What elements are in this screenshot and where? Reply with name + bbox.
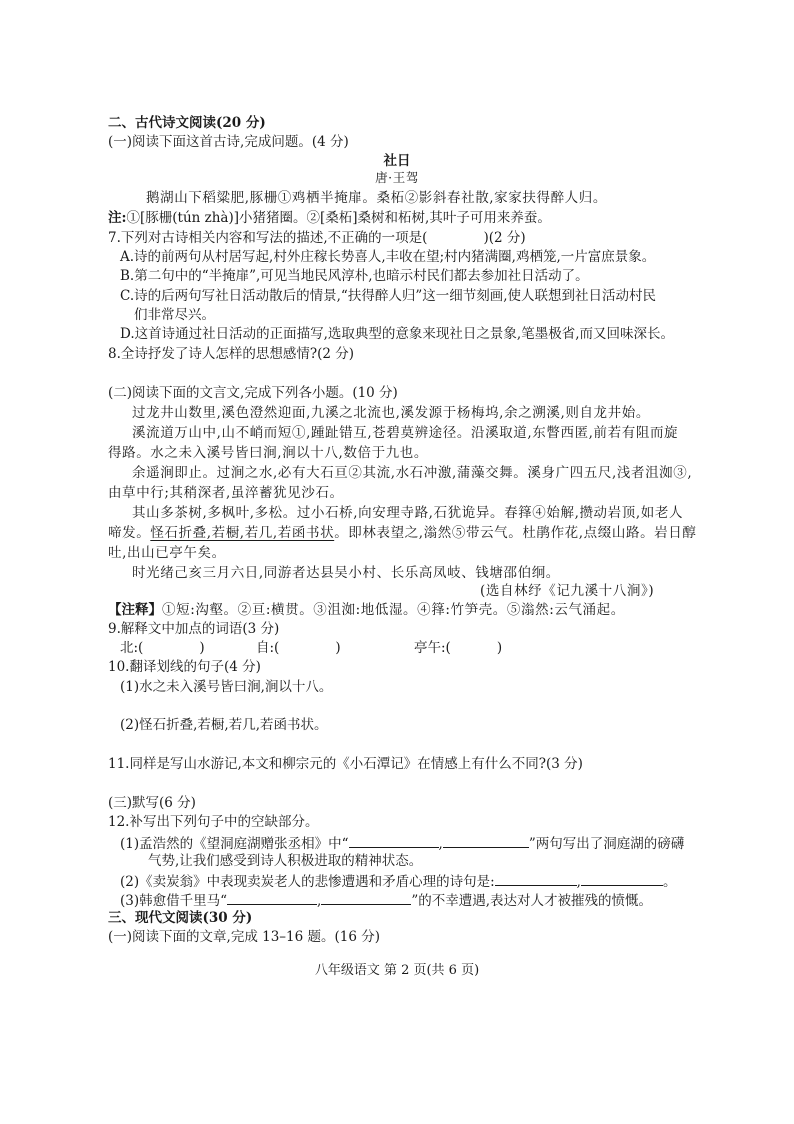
passage-line-1: 过龙井山数里,溪色澄然迎面,九溪之北流也,溪发源于杨梅坞,余之溯溪,则自龙井始。 (132, 405, 650, 421)
q10-sentence-2: (2)怪石折叠,若橱,若几,若函书状。 (120, 717, 328, 733)
passage-line-7 (108, 524, 696, 542)
page-footer: 八年级语文 第 2 页(共 6 页) (314, 963, 480, 978)
q11: 11.同样是写山水游记,本文和柳宗元的《小石潭记》在情感上有什么不同?(3 分) (108, 756, 583, 772)
passage-line-7-a: 啼发。 (108, 525, 151, 541)
fill-blank[interactable] (321, 890, 411, 905)
note-label: 注: (108, 210, 127, 226)
underlined-sentence: 怪石折叠,若橱,若几,若函书状 (150, 525, 335, 541)
fill-blank[interactable] (495, 871, 577, 886)
q10-stem: 10.翻译划线的句子(4 分) (108, 659, 261, 675)
q7-option-d: D.这首诗通过社日活动的正面描写,选取典型的意象来现社日之景象,笔墨极省,而又回味深长。 (120, 326, 675, 342)
passage-line-7-b: 。即林表望之,滃然⑤带云气。杜鹃作花,点缀山路。岩日醇 (334, 525, 697, 541)
passage-line-3: 得路。水之未入溪号皆曰涧,涧以十八,数倍于九也。 (108, 445, 428, 461)
q7-option-b: B.第二句中的“半掩扉”,可见当地民风淳朴,也暗示村民们都去参加社日活动了。 (120, 268, 589, 284)
poem-note (108, 209, 551, 227)
section3-part1-instruction: (一)阅读下面的文章,完成 13–16 题。(16 分) (108, 929, 381, 945)
poem-title: 社日 (383, 153, 411, 169)
part2-instruction: (二)阅读下面的文言文,完成下列各小题。(10 分) (108, 385, 398, 401)
q12-item-2: (2)《卖炭翁》中表现卖炭老人的悲惨遭遇和矛盾心理的诗句是: , 。 (120, 871, 676, 891)
q7-option-a: A.诗的前两句从村居写起,村外庄稼长势喜人,丰收在望;村内猪满圈,鸡栖笼,一片富庶景象。 (120, 249, 656, 265)
gloss (108, 601, 625, 619)
section2-heading: 二、古代诗文阅读(20 分) (108, 115, 266, 131)
passage-line-6: 其山多茶树,多枫叶,多松。过小石桥,向安理寺路,石犹诡异。春箨④始解,攒动岩顶,如老人 (132, 505, 684, 521)
q8: 8.全诗抒发了诗人怎样的思想感情?(2 分) (108, 346, 355, 362)
q7-option-c: C.诗的后两句写社日活动散后的情景,“扶得醉人归”这一细节刻画,使人联想到社日活动村民 (120, 288, 657, 304)
q9-item-2[interactable]: 自:( ) (256, 640, 341, 656)
q12-stem: 12.补写出下列句子中的空缺部分。 (108, 814, 319, 830)
q12-item-3: (3)韩愈借千里马“ , ”的不幸遭遇,表达对人才被摧残的愤慨。 (120, 890, 652, 910)
q9-item-3[interactable]: 亭午:( ) (414, 640, 503, 656)
passage-line-9: 时光绪己亥三月六日,同游者达县吴小村、长乐高凤岐、钱塘邵伯䌹。 (132, 565, 560, 581)
section3-heading: 三、现代文阅读(30 分) (108, 910, 253, 926)
note-text: ①[豚栅(tún zhà)]小猪猪圈。②[桑柘]桑树和柘树,其叶子可用来养蚕。 (126, 210, 551, 226)
q9-item-1[interactable]: 北:( ) (120, 640, 205, 656)
q7-stem-a: 7.下列对古诗相关内容和写法的描述,不正确的一项是( (108, 230, 428, 246)
fill-blank[interactable] (581, 871, 663, 886)
q7-stem (108, 229, 526, 247)
q10-sentence-1: (1)水之未入溪号皆曰涧,涧以十八。 (120, 679, 333, 695)
gloss-text: ①短:沟壑。②亘:横贯。③沮洳:地低湿。④箨:竹笋壳。⑤滃然:云气涌起。 (162, 602, 625, 618)
q12-item-1-cont: 气势,让我们感受到诗人积极进取的精神状态。 (148, 853, 423, 869)
q12-item-1: (1)孟浩然的《望洞庭湖赠张丞相》中“ , ”两句写出了洞庭湖的磅礴 (120, 833, 684, 853)
passage-line-5: 由草中行;其稍深者,虽淬蓄犹见沙石。 (108, 485, 344, 501)
gloss-label: 【注释】 (108, 602, 162, 618)
passage-line-4: 余遥涧即止。过涧之水,必有大石亘②其流,水石冲激,蒲藻交舞。溪身广四五尺,浅者沮洳③, (132, 465, 693, 481)
q7-stem-b: )(2 分) (483, 230, 526, 246)
passage-source: (选自林纾《记九溪十八涧》) (480, 583, 655, 599)
q9-stem: 9.解释文中加点的词语(3 分) (108, 621, 280, 637)
fill-blank[interactable] (349, 833, 439, 848)
part3-instruction: (三)默写(6 分) (108, 795, 196, 811)
fill-blank[interactable] (443, 833, 529, 848)
passage-line-8: 吐,出山已亭午矣。 (108, 545, 226, 561)
part1-instruction: (一)阅读下面这首古诗,完成问题。(4 分) (108, 134, 349, 150)
passage-line-2: 溪流道万山中,山不峭而短①,踵趾错互,苍碧莫辨途径。沿溪取道,东瞥西匿,前若有阻而旋 (132, 425, 679, 441)
q7-option-c-cont: 们非常尽兴。 (134, 307, 215, 323)
fill-blank[interactable] (227, 890, 317, 905)
poem-text: 鹅湖山下稻粱肥,豚栅①鸡栖半掩扉。桑柘②影斜春社散,家家扶得醉人归。 (146, 190, 607, 206)
poem-author: 唐·王驾 (375, 170, 419, 185)
